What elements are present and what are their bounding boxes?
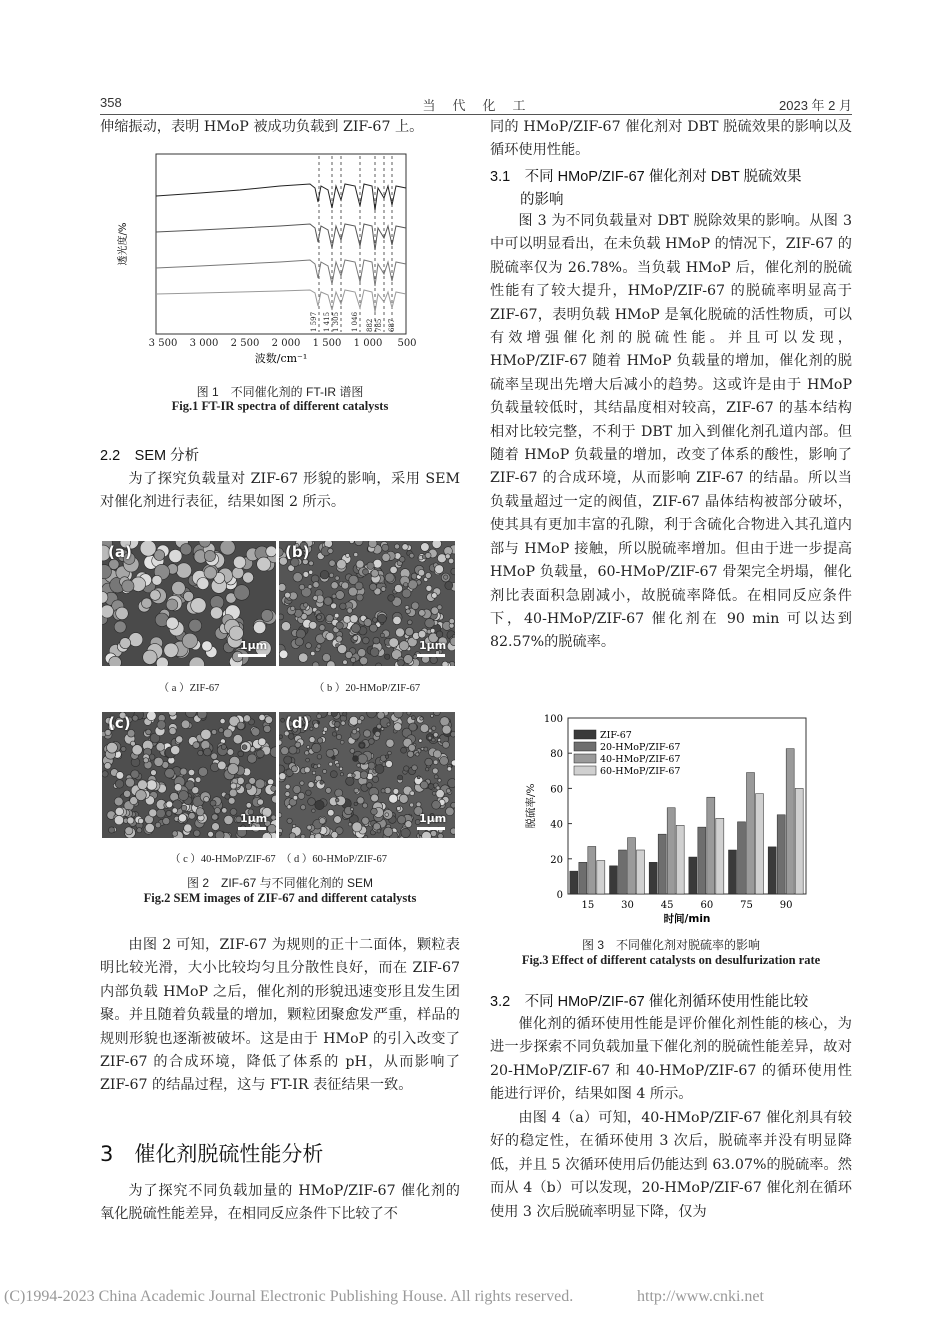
- ftir-xtick: 3 000: [189, 338, 219, 349]
- legend-swatch: [574, 766, 596, 775]
- fig1-caption-en: Fig.1 FT-IR spectra of different catalysts: [171, 399, 389, 413]
- left-para-top: 伸缩振动，表明 HMoP 被成功负载到 ZIF-67 上。: [100, 119, 424, 135]
- bar: [777, 815, 785, 894]
- ftir-spectra: [156, 184, 406, 312]
- ftir-peak-labels: [310, 311, 396, 332]
- fig2-caption-en: Fig.2 SEM images of ZIF-67 and different catalysts: [143, 891, 417, 905]
- bar: [579, 862, 587, 894]
- bar: [628, 838, 636, 894]
- legend-label: 40-HMoP/ZIF-67: [600, 754, 681, 765]
- ftir-ylabel: 透光度/%: [118, 222, 129, 266]
- ftir-xtick: 500: [397, 338, 417, 349]
- bar: [707, 797, 715, 894]
- peak-label: 1 597: [310, 311, 318, 332]
- ftir-xtick: 2 000: [271, 338, 301, 349]
- header-rule: [100, 114, 852, 115]
- sem-subcaption-b: （ b ）20-HMoP/ZIF-67: [313, 683, 421, 694]
- section-3-1-title-line1: 3.1 不同 HMoP/ZIF-67 催化剂对 DBT 脱硫效果: [490, 169, 802, 185]
- fig3-caption-zh: 图 3 不同催化剂对脱硫率的影响: [581, 938, 760, 952]
- peak-label: 1 305: [332, 311, 340, 332]
- fig3-caption-en: Fig.3 Effect of different catalysts on desulfurization rate: [521, 953, 821, 967]
- peak-label: 785: [375, 318, 383, 332]
- sem-image-a: [102, 541, 276, 666]
- bar: [570, 871, 578, 894]
- spectrum-3: [156, 260, 406, 286]
- bar: [619, 850, 627, 894]
- sem-scale-a: 1μm: [240, 639, 268, 652]
- ftir-xtick: 1 000: [353, 338, 383, 349]
- sem-scalebar-c: [238, 827, 266, 830]
- spectrum-2: [156, 224, 406, 250]
- ftir-xtick: 1 500: [312, 338, 342, 349]
- sem-subcaption-a: （ a ）ZIF-67: [158, 683, 220, 694]
- section-3-1-para: 图 3 为不同负载量对 DBT 脱除效果的影响。从图 3 中可以明显看出，在未负载 HMoP 的情况下，ZIF-67 的脱硫率仅为 26.78%。当负载 HMoP 后，催化剂的脱硫性能有了较大提升，HMoP/ZIF-67 的脱硫率明显高于 ZIF-67，表明负载 HMoP 是氧化脱硫的活性物质，可以有效增强催化剂的脱硫性能。并且可以发现，HMoP/ZIF-67 随着 HMoP 负载量的增加，催化剂的脱硫率呈现出先增大后减小的趋势。这或许是由于 HMoP 负载量较低时，其结晶度相对较高，ZIF-67 的基本结构相对比较完整，不利于 DBT 加入到催化剂孔道内部。但随着 HMoP 负载量的增加，改变了体系的酸性，影响了 ZIF-67 的合成环境，从而影响 ZIF-67 的结晶。所以当负载量超过一定的阀值，ZIF-67 晶体结构被部分破坏，使其具有更加丰富的孔隙，利于含硫化合物进入其孔道内部与 HMoP 接触，所以脱硫率增加。但由于进一步提高 HMoP 负载量，60-HMoP/ZIF-67 骨架完全坍塌，催化剂比表面积急剧减小，故脱硫率降低。在相同反应条件下，40-HMoP/ZIF-67 催化剂在 90 min 可以达到 82.57%的脱硫率。: [490, 213, 852, 651]
- section-3-2-para-b: 由图 4（a）可知，40-HMoP/ZIF-67 催化剂具有较好的稳定性，在循环使用 3 次后，脱硫率并没有明显降低，并且 5 次循环使用后仍能达到 63.07%的脱硫率。然而从 4（b）可以发现，20-HMoP/ZIF-67 催化剂在循环使用 3 次后脱硫率明显下降，仅为: [490, 1110, 852, 1220]
- bar: [786, 749, 794, 894]
- legend-label: 60-HMoP/ZIF-67: [600, 766, 681, 777]
- ftir-xticks: [149, 338, 417, 349]
- ftir-figure: [110, 150, 430, 368]
- desulfurization-bar-chart: [520, 708, 820, 930]
- footer-url[interactable]: http://www.cnki.net: [637, 1288, 764, 1305]
- sem-scale-c: 1μm: [240, 812, 268, 825]
- x-tick-label: 15: [581, 900, 595, 911]
- ftir-frame: [156, 154, 406, 334]
- section-3-para: 为了探究不同负载加量的 HMoP/ZIF-67 催化剂的氧化脱硫性能差异，在相同反应条件下比较了不: [100, 1183, 460, 1223]
- section-2-2-para: 为了探究负载量对 ZIF-67 形貌的影响，采用 SEM 对催化剂进行表征，结果如图 2 所示。: [100, 471, 460, 511]
- sem-image-c: [102, 712, 276, 838]
- bar: [747, 773, 755, 894]
- issue-date: 2023 年 2 月: [779, 98, 852, 113]
- peak-label: 1 415: [323, 311, 331, 332]
- page-number: 358: [100, 95, 122, 110]
- bar: [588, 846, 596, 894]
- x-tick-label: 60: [700, 900, 714, 911]
- bar: [716, 818, 724, 894]
- bar: [676, 825, 684, 894]
- sem-label-c: (c): [108, 714, 131, 732]
- fig2-caption-zh: 图 2 ZIF-67 与不同催化剂的 SEM: [186, 876, 374, 890]
- ftir-xtick: 3 500: [148, 338, 178, 349]
- sem-label-a: (a): [108, 543, 132, 561]
- section-3-2-para-a: 催化剂的循环使用性能是评价催化剂性能的核心，为进一步探索不同负载加量下催化剂的脱硫性能差异，故对 20-HMoP/ZIF-67 和 40-HMoP/ZIF-67 的循环使用性能进行评价，结果如图 4 所示。: [490, 1016, 852, 1103]
- x-tick-label: 75: [740, 900, 753, 911]
- y-tick-label: 80: [550, 749, 563, 761]
- y-tick-label: 60: [550, 784, 563, 796]
- bar: [649, 862, 657, 894]
- ftir-xlabel: 波数/cm⁻¹: [254, 352, 308, 365]
- x-axis-label: 时间/min: [663, 913, 711, 925]
- spectrum-1: [156, 184, 406, 210]
- right-para-top: 同的 HMoP/ZIF-67 催化剂对 DBT 脱硫效果的影响以及循环使用性能。: [490, 119, 852, 159]
- bar: [689, 857, 697, 894]
- sem-label-b: (b): [285, 543, 310, 561]
- bar: [768, 847, 776, 894]
- legend-label: 20-HMoP/ZIF-67: [600, 742, 681, 753]
- sem-scalebar-d: [417, 827, 445, 830]
- legend-label: ZIF-67: [600, 730, 632, 741]
- y-axis-label: 脱硫率/%: [525, 783, 537, 829]
- bar: [597, 861, 605, 894]
- x-tick-label: 90: [779, 900, 793, 911]
- sem-label-d: (d): [285, 714, 310, 732]
- footer-copyright: (C)1994-2023 China Academic Journal Electronic Publishing House. All rights reserved.: [4, 1288, 574, 1305]
- section-2-2-title: 2.2 SEM 分析: [100, 448, 200, 464]
- bar: [698, 827, 706, 894]
- bar: [610, 866, 618, 894]
- sem-scalebar-a: [238, 654, 266, 657]
- sem-scalebar-b: [417, 654, 445, 657]
- bar: [658, 834, 666, 894]
- sem-image-d: [279, 712, 455, 838]
- sem-discussion-para: 由图 2 可知，ZIF-67 为规则的正十二面体，颗粒表明比较光滑，大小比较均匀且分散性良好，而在 ZIF-67 内部负载 HMoP 之后，催化剂的形貌迅速变形且发生团聚。并且随着负载量的增加，颗粒团聚愈发严重，样品的规则形貌也逐渐被破坏。这是由于 HMoP 的引入改变了 ZIF-67 的合成环境，降低了体系的 pH，从而影响了 ZIF-67 的结晶过程，这与 FT-IR 表征结果一致。: [100, 937, 460, 1094]
- legend-swatch: [574, 742, 596, 751]
- spectrum-4: [156, 290, 406, 312]
- bar: [667, 808, 675, 894]
- y-tick-label: 40: [550, 819, 563, 831]
- bar: [729, 850, 737, 894]
- y-tick-label: 100: [543, 714, 563, 725]
- section-3-2-title: 3.2 不同 HMoP/ZIF-67 催化剂循环使用性能比较: [490, 994, 809, 1010]
- section-3-title: 3 催化剂脱硫性能分析: [100, 1142, 324, 1166]
- bar: [795, 788, 803, 894]
- x-tick-label: 45: [660, 900, 674, 911]
- sem-image-b: [279, 541, 455, 666]
- bar: [637, 850, 645, 894]
- section-3-1-title-line2: 的影响: [520, 192, 564, 208]
- fig1-caption-zh: 图 1 不同催化剂的 FT-IR 谱图: [196, 385, 364, 399]
- journal-name: 当 代 化 工: [422, 98, 528, 113]
- x-tick-label: 30: [621, 900, 634, 911]
- peak-label: 687: [388, 318, 396, 332]
- ftir-xtick: 2 500: [230, 338, 260, 349]
- y-tick-label: 20: [550, 854, 563, 866]
- sem-scale-d: 1μm: [419, 812, 447, 825]
- bar: [756, 794, 764, 894]
- legend-swatch: [574, 730, 596, 739]
- ftir-peak-lines: [319, 156, 392, 332]
- peak-label: 1 046: [351, 311, 359, 332]
- y-tick-label: 0: [556, 890, 563, 901]
- bar: [738, 822, 746, 894]
- peak-label: 882: [366, 318, 374, 332]
- legend-swatch: [574, 754, 596, 763]
- sem-subcaption-cd: （ c ）40-HMoP/ZIF-67 （ d ）60-HMoP/ZIF-67: [170, 854, 387, 865]
- sem-scale-b: 1μm: [419, 639, 447, 652]
